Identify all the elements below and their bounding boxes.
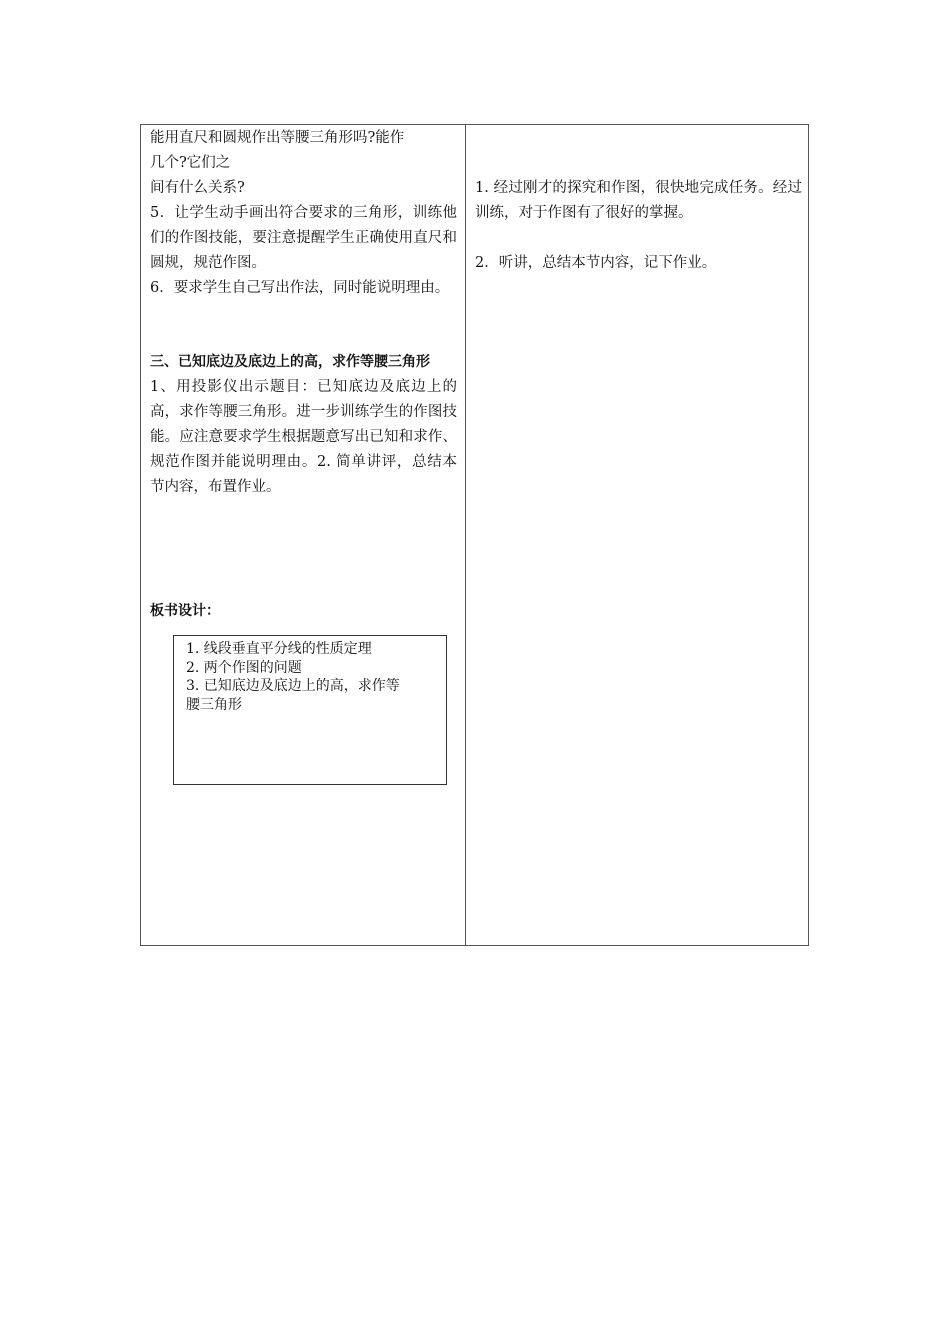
board-item-1: 1. 线段垂直平分线的性质定理 (186, 641, 372, 657)
section-3-block (150, 350, 457, 500)
section-3-heading: 三、已知底边及底边上的高，求作等腰三角形 (150, 354, 430, 370)
intro-line-1: 能用直尺和圆规作出等腰三角形吗?能作 (150, 130, 405, 146)
board-item-3: 3. 已知底边及底边上的高，求作等 (186, 678, 400, 694)
board-item-4: 腰三角形 (186, 696, 242, 713)
section-3-body: 1、用投影仪出示题目：已知底边及底边上的高，求作等腰三角形。进一步训练学生的作图技能。应注意要求学生根据题意写出已知和求作、规范作图并能说明理由。2. 简单讲评，总结本节内容，布置作业。 (150, 379, 457, 495)
student-activity-cell (466, 125, 808, 945)
right-block (475, 176, 802, 276)
intro-line-3: 间有什么关系? (150, 180, 245, 196)
teacher-activity-cell (141, 125, 466, 945)
board-item-2: 2. 两个作图的问题 (186, 659, 302, 676)
intro-line-2: 几个?它们之 (150, 155, 231, 171)
student-item-1: 1. 经过刚才的探究和作图，很快地完成任务。经过训练，对于作图有了很好的掌握。 (475, 180, 802, 221)
spacer (475, 226, 802, 251)
step-5-text: 5．让学生动手画出符合要求的三角形，训练他们的作图技能，要注意提醒学生正确使用直尺和圆规，规范作图。 (150, 205, 457, 271)
step-6-text: 6．要求学生自己写出作法，同时能说明理由。 (150, 280, 450, 296)
left-top-block (150, 126, 457, 301)
student-item-2: 2．听讲，总结本节内容，记下作业。 (475, 255, 717, 271)
board-design-box (173, 635, 447, 785)
board-design-title: 板书设计： (150, 603, 220, 619)
lesson-table (140, 124, 809, 946)
